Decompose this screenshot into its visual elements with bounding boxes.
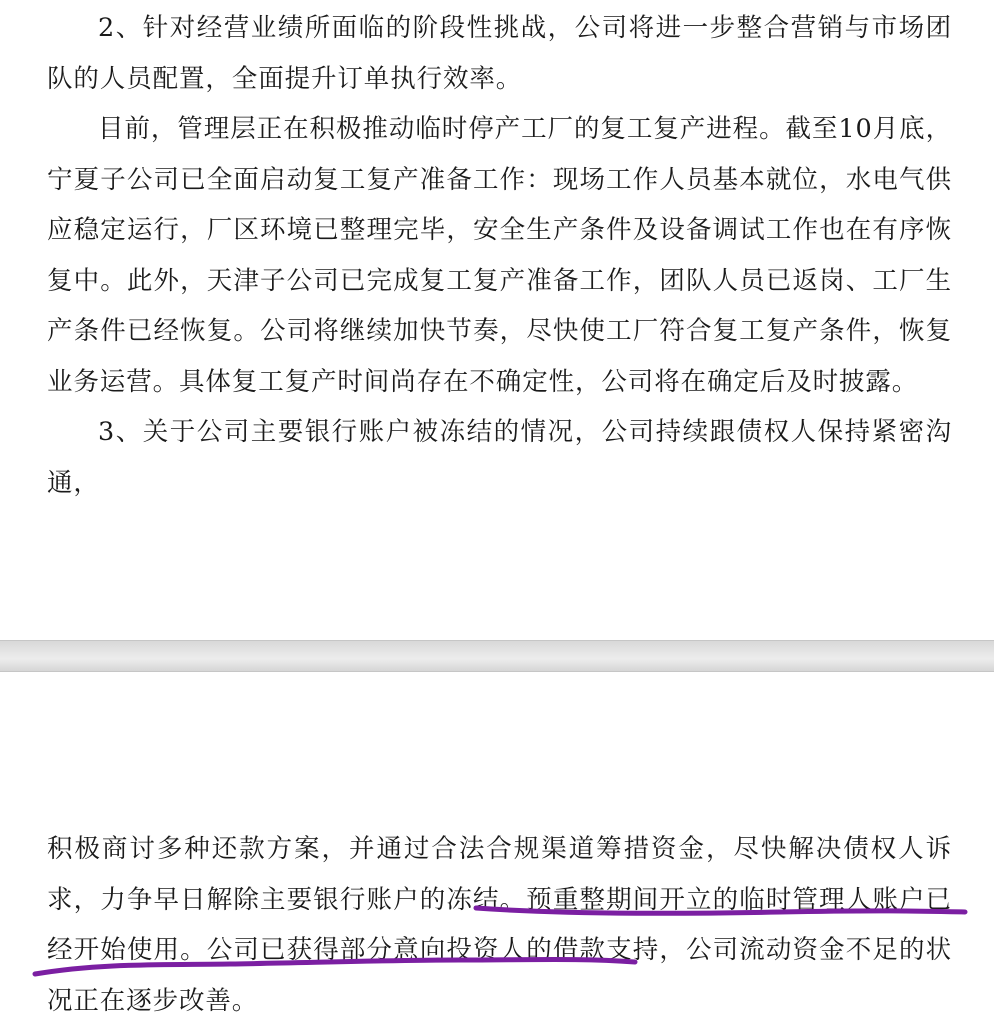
paragraph-resumption-progress: 目前，管理层正在积极推动临时停产工厂的复工复产进程。截至10月底，宁夏子公司已全面启动复工复产准备工作：现场工作人员基本就位，水电气供应稳定运行，厂区环境已整理完毕，安全生产条件及设备调试工作也在有序恢复中。此外，天津子公司已完成复工复产准备工作，团队人员已返岗、工厂生产条件已经恢复。公司将继续加快节奏，尽快使工厂符合复工复产条件，恢复业务运营。具体复工复产时间尚存在不确定性，公司将在确定后及时披露。: [47, 114, 952, 397]
document-page-bottom: [0, 672, 994, 1024]
page-break-divider: [0, 640, 994, 672]
paragraph-bank-accounts-frozen: 3、关于公司主要银行账户被冻结的情况，公司持续跟债权人保持紧密沟通，: [47, 417, 952, 498]
paragraph-continuation: 积极商讨多种还款方案，并通过合法合规渠道筹措资金，尽快解决债权人诉求，力争早日解除主要银行账户的冻结。预重整期间开立的临时管理人账户已经开始使用。公司已获得部分意向投资人的借款支持，公司流动资金不足的状况正在逐步改善。: [47, 834, 952, 1016]
paragraph-operating-challenges: 2、针对经营业绩所面临的阶段性挑战，公司将进一步整合营销与市场团队的人员配置，全面提升订单执行效率。: [47, 13, 952, 94]
page-bottom-text: [47, 824, 952, 1024]
page-top-text: [47, 3, 952, 508]
